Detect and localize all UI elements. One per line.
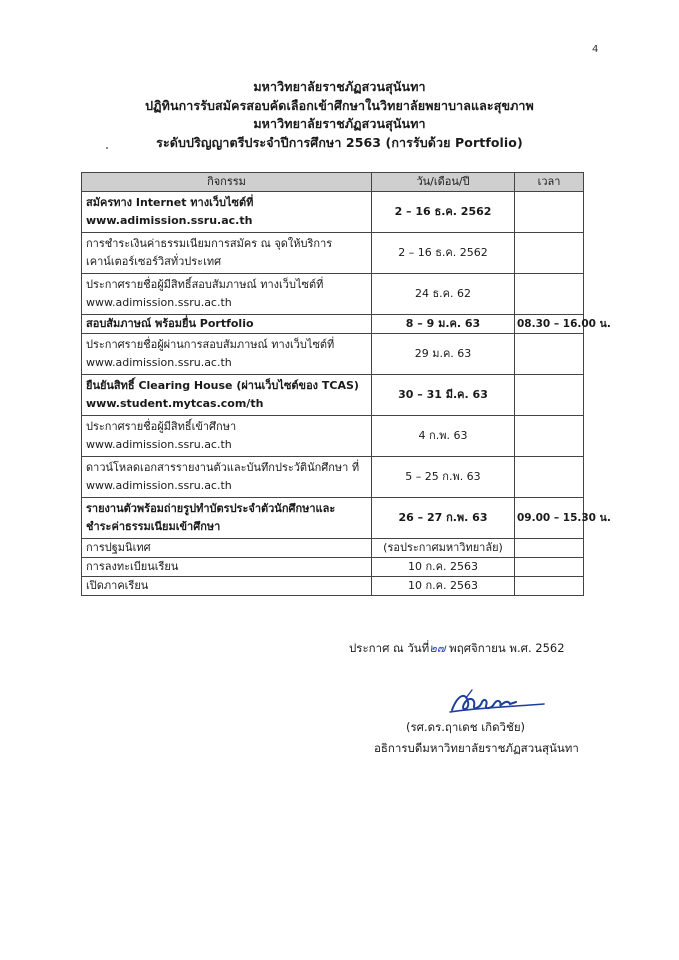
date-cell: 24 ธ.ค. 62 [372, 274, 515, 315]
table-row [82, 539, 584, 558]
activity-line: ประกาศรายชื่อผู้มีสิทธิ์สอบสัมภาษณ์ ทางเว็บไซต์ที่ [86, 278, 324, 291]
activity-cell [82, 457, 372, 498]
table-row [82, 416, 584, 457]
date-cell: 5 – 25 ก.พ. 63 [372, 457, 515, 498]
announcement-prefix: ประกาศ ณ วันที่ [349, 641, 430, 655]
date-cell: 10 ก.ค. 2563 [372, 558, 515, 577]
schedule-table [81, 172, 611, 596]
activity-cell [82, 192, 372, 233]
activity-line: เคาน์เตอร์เซอร์วิสทั่วประเทศ [86, 255, 222, 268]
activity-line: การปฐมนิเทศ [86, 541, 151, 554]
activity-line: www.adimission.ssru.ac.th [86, 438, 232, 451]
activity-cell [82, 416, 372, 457]
signer-title: อธิการบดีมหาวิทยาลัยราชภัฏสวนสุนันทา [374, 741, 579, 755]
activity-cell [82, 375, 372, 416]
activity-cell [82, 577, 372, 596]
time-cell [515, 334, 584, 375]
column-header-time: เวลา [515, 173, 584, 192]
activity-line: ชำระค่าธรรมเนียมเข้าศึกษา [86, 520, 221, 533]
time-cell [515, 375, 584, 416]
activity-line: การชำระเงินค่าธรรมเนียมการสมัคร ณ จุดให้บริการ [86, 237, 333, 250]
table-row [82, 334, 584, 375]
announcement-suffix: พฤศจิกายน พ.ศ. 2562 [449, 641, 565, 655]
activity-cell [82, 233, 372, 274]
date-cell: 10 ก.ค. 2563 [372, 577, 515, 596]
activity-line: www.adimission.ssru.ac.th [86, 356, 232, 369]
time-cell [515, 233, 584, 274]
activity-line: รายงานตัวพร้อมถ่ายรูปทำบัตรประจำตัวนักศึกษาและ [86, 502, 336, 515]
column-header-date: วัน/เดือน/ปี [372, 173, 515, 192]
document-header [0, 78, 679, 152]
activity-line: สมัครทาง Internet ทางเว็บไซต์ที่ [86, 196, 254, 209]
signer-name: (รศ.ดร.ฤาเดช เกิดวิชัย) [406, 720, 526, 734]
activity-line: www.student.mytcas.com/th [86, 397, 264, 410]
activity-line: เปิดภาคเรียน [86, 579, 149, 592]
activity-line: ดาวน์โหลดเอกสารรายงานตัวและบันทึกประวัตินักศึกษา ที่ [86, 461, 360, 474]
time-cell: 09.00 – 15.30 น. [515, 498, 584, 539]
table-row [82, 498, 584, 539]
date-cell: 8 – 9 ม.ค. 63 [372, 315, 515, 334]
activity-line: www.adimission.ssru.ac.th [86, 296, 232, 309]
time-cell [515, 558, 584, 577]
date-cell: 29 ม.ค. 63 [372, 334, 515, 375]
announcement-line [349, 640, 565, 658]
activity-line: www.adimission.ssru.ac.th [86, 479, 232, 492]
table-header-row [82, 173, 584, 192]
header-university-repeat: มหาวิทยาลัยราชภัฏสวนสุนันทา [253, 116, 426, 131]
table-row [82, 375, 584, 416]
activity-line: การลงทะเบียนเรียน [86, 560, 179, 573]
activity-line: ประกาศรายชื่อผู้ผ่านการสอบสัมภาษณ์ ทางเว็บไซต์ที่ [86, 338, 335, 351]
activity-cell [82, 334, 372, 375]
date-cell: 30 – 31 มี.ค. 63 [372, 375, 515, 416]
table-row [82, 577, 584, 596]
activity-cell [82, 274, 372, 315]
time-cell [515, 192, 584, 233]
time-cell [515, 457, 584, 498]
date-cell: 4 ก.พ. 63 [372, 416, 515, 457]
table-row [82, 274, 584, 315]
activity-cell [82, 315, 372, 334]
table-row [82, 192, 584, 233]
table-row [82, 457, 584, 498]
activity-line: www.adimission.ssru.ac.th [86, 214, 253, 227]
date-cell: 26 – 27 ก.พ. 63 [372, 498, 515, 539]
header-calendar-title: ปฏิทินการรับสมัครสอบคัดเลือกเข้าศึกษาในวิทยาลัยพยาบาลและสุขภาพ [145, 97, 534, 113]
date-cell: 2 – 16 ธ.ค. 2562 [372, 233, 515, 274]
activity-line: สอบสัมภาษณ์ พร้อมยื่น Portfolio [86, 317, 254, 330]
table-row [82, 233, 584, 274]
date-cell: 2 – 16 ธ.ค. 2562 [372, 192, 515, 233]
time-cell [515, 577, 584, 596]
date-cell: (รอประกาศมหาวิทยาลัย) [372, 539, 515, 558]
time-cell [515, 539, 584, 558]
table-row [82, 315, 584, 334]
time-cell [515, 416, 584, 457]
time-cell: 08.30 – 16.00 น. [515, 315, 584, 334]
column-header-activity: กิจกรรม [82, 173, 372, 192]
activity-cell [82, 558, 372, 577]
activity-cell [82, 539, 372, 558]
signature-image [446, 688, 546, 718]
table-row [82, 558, 584, 577]
time-cell [515, 274, 584, 315]
header-degree-level: ระดับปริญญาตรีประจำปีการศึกษา 2563 (การรับด้วย Portfolio) [156, 134, 523, 150]
activity-cell [82, 498, 372, 539]
page-number: 4 [592, 44, 599, 55]
activity-line: ยืนยันสิทธิ์ Clearing House (ผ่านเว็บไซต์ของ TCAS) [86, 379, 359, 392]
header-university: มหาวิทยาลัยราชภัฏสวนสุนันทา [253, 79, 426, 94]
announcement-day: ๒๗ [429, 641, 446, 655]
activity-line: ประกาศรายชื่อผู้มีสิทธิ์เข้าศึกษา [86, 420, 237, 433]
